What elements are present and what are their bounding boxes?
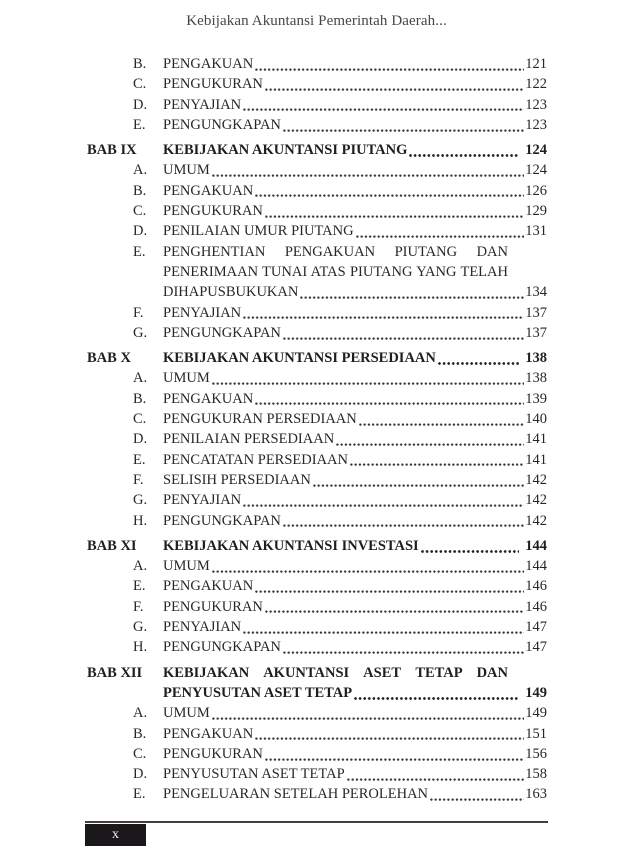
item-entry: [163, 429, 547, 449]
dot-leader: [265, 609, 524, 613]
toc-item-row: [87, 242, 547, 303]
item-letter: E.: [133, 116, 146, 133]
item-entry: [163, 160, 547, 180]
item-entry: [163, 389, 547, 409]
toc-item-row: [87, 201, 547, 221]
item-page: 137: [525, 304, 547, 321]
page-number-box: [85, 824, 146, 846]
item-page: 123: [525, 96, 547, 113]
chapter-page: 138: [525, 350, 547, 367]
toc-item-row: [87, 389, 547, 409]
page-number: x: [112, 827, 119, 842]
item-last-line: [163, 490, 547, 510]
item-letter: F.: [133, 598, 144, 615]
item-text: PENYAJIAN: [163, 304, 242, 321]
item-page: 129: [525, 203, 547, 220]
toc-item-row: [87, 784, 547, 804]
dot-leader: [243, 315, 524, 319]
dot-leader: [336, 442, 524, 446]
item-text: PENYAJIAN: [163, 96, 242, 113]
dot-leader: [283, 650, 524, 654]
chapter-page: 144: [525, 537, 547, 554]
item-letter: C.: [133, 411, 147, 428]
chapter-title-row: [163, 536, 547, 556]
item-page: 146: [525, 598, 547, 615]
item-entry: [163, 764, 547, 784]
item-last-line: [163, 764, 547, 784]
item-letter: E.: [133, 243, 146, 260]
dot-leader: [347, 777, 525, 781]
item-page: 122: [525, 76, 547, 93]
item-entry: [163, 242, 547, 303]
chapter-row: [87, 140, 547, 160]
item-last-line: [163, 637, 547, 657]
item-last-line: [163, 74, 547, 94]
item-text: UMUM: [163, 162, 210, 179]
dot-leader: [265, 87, 524, 91]
dot-leader: [283, 128, 524, 132]
item-text: PENILAIAN UMUR PIUTANG: [163, 223, 354, 240]
item-entry: [163, 409, 547, 429]
item-last-line: [163, 511, 547, 531]
toc-item-row: [87, 637, 547, 657]
chapter-entry: [163, 348, 547, 368]
item-text: PENGUKURAN: [163, 598, 263, 615]
toc-item-row: [87, 724, 547, 744]
dot-leader: [359, 422, 525, 426]
item-text: PENGAKUAN: [163, 182, 254, 199]
dot-leader: [255, 736, 524, 740]
toc-item-row: [87, 181, 547, 201]
item-last-line: [163, 450, 547, 470]
item-entry: [163, 450, 547, 470]
item-last-line: [163, 160, 547, 180]
item-page: 139: [525, 390, 547, 407]
item-page: 141: [525, 451, 547, 468]
item-page: 163: [525, 786, 547, 803]
item-last-line: [163, 181, 547, 201]
dot-leader: [300, 295, 524, 299]
item-text: PENGAKUAN: [163, 578, 254, 595]
chapter-label: BAB X: [87, 350, 131, 367]
item-page: 123: [525, 116, 547, 133]
toc-item-row: [87, 617, 547, 637]
item-entry: [163, 637, 547, 657]
dot-leader: [255, 67, 524, 71]
toc-section: [87, 536, 547, 658]
chapter-row: [87, 348, 547, 368]
dot-leader: [212, 716, 525, 720]
item-page: 156: [525, 745, 547, 762]
item-entry: [163, 323, 547, 343]
toc-item-row: [87, 556, 547, 576]
chapter-entry: [163, 140, 547, 160]
toc-item-row: [87, 221, 547, 241]
item-wrap-line: PENERIMAAN TUNAI ATAS PIUTANG YANG TELAH: [163, 263, 508, 280]
item-text: PENGUNGKAPAN: [163, 512, 281, 529]
item-text: PENGUKURAN: [163, 76, 263, 93]
toc-item-row: [87, 744, 547, 764]
item-entry: [163, 703, 547, 723]
item-text: PENGUNGKAPAN: [163, 116, 281, 133]
item-letter: F.: [133, 471, 144, 488]
item-entry: [163, 74, 547, 94]
chapter-label: BAB XII: [87, 664, 143, 681]
item-entry: [163, 724, 547, 744]
dot-leader: [212, 381, 525, 385]
item-letter: A.: [133, 558, 148, 575]
item-last-line: [163, 303, 547, 323]
toc-item-row: [87, 95, 547, 115]
dot-leader: [255, 193, 524, 197]
chapter-title-row: [163, 683, 547, 703]
item-letter: B.: [133, 182, 147, 199]
item-entry: [163, 368, 547, 388]
item-entry: [163, 95, 547, 115]
toc-item-row: [87, 54, 547, 74]
item-entry: [163, 181, 547, 201]
item-text: UMUM: [163, 558, 210, 575]
item-page: 140: [525, 411, 547, 428]
item-entry: [163, 597, 547, 617]
toc-item-row: [87, 115, 547, 135]
dot-leader: [430, 797, 524, 801]
chapter-entry: [163, 536, 547, 556]
item-last-line: [163, 368, 547, 388]
item-text: DIHAPUSBUKUKAN: [163, 284, 299, 301]
item-text: PENGUNGKAPAN: [163, 324, 281, 341]
item-text: PENILAIAN PERSEDIAAN: [163, 431, 335, 448]
item-last-line: [163, 784, 547, 804]
item-page: 147: [525, 639, 547, 656]
item-last-line: [163, 201, 547, 221]
item-page: 142: [525, 492, 547, 509]
item-last-line: [163, 597, 547, 617]
footer-rule: [85, 821, 548, 823]
item-last-line: [163, 389, 547, 409]
item-entry: [163, 115, 547, 135]
dot-leader: [265, 214, 524, 218]
item-page: 158: [525, 766, 547, 783]
chapter-label: BAB XI: [87, 537, 137, 554]
item-entry: [163, 54, 547, 74]
item-last-line: [163, 724, 547, 744]
item-page: 142: [525, 471, 547, 488]
item-last-line: [163, 54, 547, 74]
item-letter: A.: [133, 162, 148, 179]
item-letter: C.: [133, 76, 147, 93]
dot-leader: [354, 696, 519, 700]
toc-item-row: [87, 368, 547, 388]
toc-item-row: [87, 323, 547, 343]
item-text: PENGAKUAN: [163, 390, 254, 407]
item-text: PENGAKUAN: [163, 56, 254, 72]
item-letter: A.: [133, 705, 148, 722]
toc-item-row: [87, 303, 547, 323]
item-letter: F.: [133, 304, 144, 321]
item-last-line: [163, 323, 547, 343]
toc-item-row: [87, 576, 547, 596]
dot-leader: [265, 757, 524, 761]
item-page: 142: [525, 512, 547, 529]
item-last-line: [163, 221, 547, 241]
item-page: 141: [525, 431, 547, 448]
item-page: 151: [525, 725, 547, 742]
chapter-page: 124: [525, 142, 547, 159]
item-text: PENYUSUTAN ASET TETAP: [163, 766, 345, 783]
item-last-line: [163, 115, 547, 135]
item-text: SELISIH PERSEDIAAN: [163, 471, 311, 488]
item-letter: D.: [133, 223, 148, 240]
item-last-line: [163, 95, 547, 115]
item-page: 144: [525, 558, 547, 575]
toc-item-row: [87, 429, 547, 449]
item-page: 149: [525, 705, 547, 722]
item-last-line: [163, 703, 547, 723]
item-entry: [163, 576, 547, 596]
toc-section: [87, 663, 547, 805]
item-page: 147: [525, 619, 547, 636]
item-page: 131: [525, 223, 547, 240]
toc-section: [87, 54, 547, 135]
item-last-line: [163, 617, 547, 637]
chapter-title: KEBIJAKAN AKUNTANSI INVESTASI: [163, 537, 419, 554]
chapter-page: 149: [525, 684, 547, 701]
item-letter: D.: [133, 96, 148, 113]
item-page: 137: [525, 324, 547, 341]
dot-leader: [243, 503, 524, 507]
chapter-title: KEBIJAKAN AKUNTANSI PERSEDIAAN: [163, 350, 436, 367]
item-entry: [163, 303, 547, 323]
item-letter: E.: [133, 451, 146, 468]
dot-leader: [421, 549, 520, 553]
toc-item-row: [87, 764, 547, 784]
item-text: UMUM: [163, 370, 210, 387]
dot-leader: [255, 589, 524, 593]
item-entry: [163, 617, 547, 637]
item-text: PENGUNGKAPAN: [163, 639, 281, 656]
toc: [87, 54, 547, 805]
item-last-line: [163, 470, 547, 490]
dot-leader: [243, 107, 524, 111]
chapter-row: [87, 536, 547, 556]
dot-leader: [212, 569, 525, 573]
chapter-entry: [163, 663, 547, 704]
item-text: PENYAJIAN: [163, 619, 242, 636]
dot-leader: [283, 523, 524, 527]
item-text: UMUM: [163, 705, 210, 722]
item-text: PENGUKURAN: [163, 745, 263, 762]
item-letter: C.: [133, 203, 147, 220]
chapter-title-row: [163, 348, 547, 368]
dot-leader: [356, 234, 525, 238]
item-page: 126: [525, 182, 547, 199]
item-letter: H.: [133, 512, 148, 529]
toc-item-row: [87, 74, 547, 94]
item-last-line: [163, 576, 547, 596]
item-letter: H.: [133, 639, 148, 656]
item-text: PENGUKURAN: [163, 203, 263, 220]
toc-item-row: [87, 450, 547, 470]
item-letter: D.: [133, 766, 148, 783]
item-entry: [163, 744, 547, 764]
item-last-line: [163, 744, 547, 764]
toc-item-row: [87, 511, 547, 531]
dot-leader: [243, 630, 524, 634]
item-text: PENGUKURAN PERSEDIAAN: [163, 411, 357, 428]
item-last-line: [163, 282, 547, 302]
chapter-title-wrap-line: KEBIJAKAN AKUNTANSI ASET TETAP DAN: [163, 664, 508, 681]
item-entry: [163, 221, 547, 241]
item-text: PENGELUARAN SETELAH PEROLEHAN: [163, 786, 429, 803]
item-letter: E.: [133, 786, 146, 803]
toc-item-row: [87, 409, 547, 429]
dot-leader: [350, 462, 524, 466]
chapter-title: PENYUSUTAN ASET TETAP: [163, 684, 353, 701]
item-entry: [163, 490, 547, 510]
dot-leader: [313, 483, 524, 487]
item-letter: G.: [133, 492, 148, 509]
toc-item-row: [87, 703, 547, 723]
item-page: 121: [525, 56, 547, 72]
item-last-line: [163, 556, 547, 576]
item-letter: A.: [133, 370, 148, 387]
item-entry: [163, 784, 547, 804]
running-header: Kebijakan Akuntansi Pemerintah Daerah...: [186, 13, 447, 29]
item-last-line: [163, 409, 547, 429]
toc-section: [87, 140, 547, 343]
dot-leader: [409, 153, 519, 157]
item-letter: B.: [133, 390, 147, 407]
item-letter: G.: [133, 619, 148, 636]
dot-leader: [283, 336, 524, 340]
item-entry: [163, 556, 547, 576]
item-entry: [163, 511, 547, 531]
item-wrap-line: PENGHENTIAN PENGAKUAN PIUTANG DAN: [163, 243, 508, 260]
item-page: 146: [525, 578, 547, 595]
item-last-line: [163, 429, 547, 449]
item-text: PENYAJIAN: [163, 492, 242, 509]
chapter-label: BAB IX: [87, 142, 137, 159]
chapter-row: [87, 663, 547, 704]
item-text: PENGAKUAN: [163, 725, 254, 742]
toc-item-row: [87, 470, 547, 490]
toc-section: [87, 348, 547, 531]
chapter-title: KEBIJAKAN AKUNTANSI PIUTANG: [163, 142, 408, 159]
dot-leader: [255, 401, 524, 405]
item-letter: E.: [133, 578, 146, 595]
toc-item-row: [87, 160, 547, 180]
item-text: PENCATATAN PERSEDIAAN: [163, 451, 348, 468]
item-letter: C.: [133, 745, 147, 762]
item-entry: [163, 201, 547, 221]
item-page: 134: [525, 284, 547, 301]
dot-leader: [438, 361, 519, 365]
item-letter: G.: [133, 324, 148, 341]
item-page: 138: [525, 370, 547, 387]
item-page: 124: [525, 162, 547, 179]
dot-leader: [212, 173, 525, 177]
item-letter: D.: [133, 431, 148, 448]
toc-item-row: [87, 490, 547, 510]
toc-item-row: [87, 597, 547, 617]
item-entry: [163, 470, 547, 490]
item-letter: B.: [133, 725, 147, 742]
item-letter: B.: [133, 56, 147, 72]
chapter-title-row: [163, 140, 547, 160]
